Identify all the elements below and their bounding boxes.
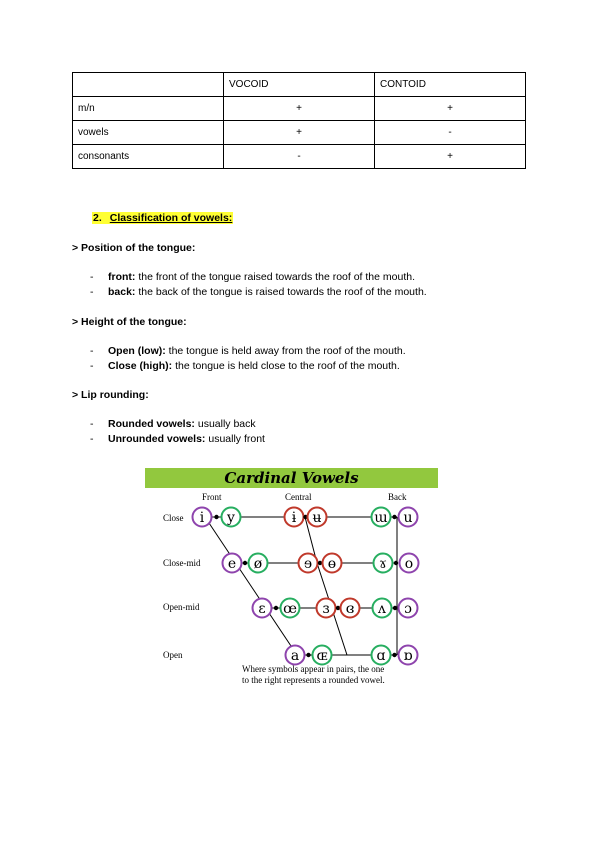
item-term: back:	[108, 286, 136, 298]
row-label: m/n	[73, 97, 224, 121]
vowel-symbol: ɨ	[291, 510, 297, 526]
vowel-symbol: y	[227, 510, 235, 526]
vowel-symbol: ɛ	[258, 601, 266, 617]
vowel-symbol: ɞ	[345, 601, 355, 617]
vowel-symbol: ɶ	[316, 648, 328, 664]
position-heading: > Position of the tongue:	[72, 242, 196, 254]
vowel-symbol: ɵ	[327, 556, 337, 572]
vowel-symbol: o	[404, 556, 414, 572]
vowel-symbol: ɒ	[403, 648, 413, 664]
table-header-row	[73, 73, 526, 97]
row-label-close-mid: Close-mid	[163, 558, 201, 568]
row-label: consonants	[73, 145, 224, 169]
vowel-symbol: e	[227, 556, 237, 572]
lip-list	[90, 417, 265, 447]
vowel-symbol: a	[290, 648, 300, 664]
item-term: Rounded vowels:	[108, 418, 195, 430]
vowel-symbol: ɜ	[322, 601, 330, 617]
table-row	[73, 97, 526, 121]
height-heading: > Height of the tongue:	[72, 316, 187, 328]
section-number: 2.	[93, 212, 102, 224]
table-row	[73, 145, 526, 169]
item-text: usually back	[194, 418, 256, 430]
vowel-symbol: ʌ	[378, 601, 386, 617]
vocoid-value: +	[224, 121, 375, 145]
vowel-symbol: ʉ	[312, 510, 322, 526]
lip-heading: > Lip rounding:	[72, 389, 149, 401]
vocoid-value: +	[224, 97, 375, 121]
contoid-value: -	[375, 121, 526, 145]
figure-note-line2: to the right represents a rounded vowel.	[242, 675, 385, 685]
item-text: the tongue is held close to the roof of the mouth.	[172, 360, 400, 372]
item-term: Open (low):	[108, 345, 166, 357]
pair-dot	[392, 653, 396, 657]
item-term: Unrounded vowels:	[108, 433, 206, 445]
row-label-open: Open	[163, 650, 183, 660]
vocoid-contoid-table	[72, 72, 526, 169]
row-label-close: Close	[163, 513, 184, 523]
list-item: - Unrounded vowels: usually front	[90, 433, 265, 445]
height-list	[90, 344, 406, 374]
pair-dot	[214, 515, 218, 519]
item-text: the back of the tongue is raised towards the roof of the mouth.	[135, 286, 427, 298]
pair-dot	[394, 561, 398, 565]
item-term: front:	[108, 271, 136, 283]
pair-dot	[392, 515, 396, 519]
section-heading	[92, 212, 233, 224]
list-item: - Close (high): the tongue is held close to the roof of the mouth.	[90, 360, 400, 372]
figure-title: Cardinal Vowels	[145, 468, 438, 488]
table-header-cell: CONTOID	[375, 73, 526, 97]
row-label: vowels	[73, 121, 224, 145]
vowel-symbol: ɤ	[379, 556, 387, 572]
section-title: Classification of vowels:	[109, 212, 233, 224]
list-item: - back: the back of the tongue is raised towards the roof of the mouth.	[90, 286, 427, 298]
table-row	[73, 121, 526, 145]
vowel-symbol: i	[199, 510, 205, 526]
list-item: - Open (low): the tongue is held away from the roof of the mouth.	[90, 345, 406, 357]
vowel-symbol: œ	[283, 601, 297, 617]
vowel-chart-svg	[145, 468, 438, 692]
column-label-central: Central	[285, 492, 312, 502]
figure-note-line1: Where symbols appear in pairs, the one	[242, 664, 385, 674]
table-header-cell	[73, 73, 224, 97]
row-label-open-mid: Open-mid	[163, 602, 200, 612]
vowel-symbol: ɔ	[404, 601, 412, 617]
item-text: usually front	[205, 433, 265, 445]
contoid-value: +	[375, 145, 526, 169]
contoid-value: +	[375, 97, 526, 121]
column-label-front: Front	[202, 492, 222, 502]
vowel-symbol: u	[403, 510, 413, 526]
pair-dot	[243, 561, 247, 565]
front-edge-line	[205, 517, 297, 655]
list-item: - front: the front of the tongue raised towards the roof of the mouth.	[90, 271, 415, 283]
position-list	[90, 270, 427, 300]
item-text: the tongue is held away from the roof of the mouth.	[165, 345, 406, 357]
vocoid-value: -	[224, 145, 375, 169]
list-item: - Rounded vowels: usually back	[90, 418, 256, 430]
pair-dot	[393, 606, 397, 610]
vowel-symbols	[193, 508, 419, 665]
vowel-symbol: ɑ	[376, 648, 386, 664]
vowel-symbol: ɘ	[303, 556, 313, 572]
cardinal-vowels-figure	[145, 468, 438, 692]
vowel-symbol: ɯ	[374, 510, 388, 526]
table-header-cell: VOCOID	[224, 73, 375, 97]
pair-dot	[306, 653, 310, 657]
column-label-back: Back	[388, 492, 407, 502]
vowel-symbol: ø	[253, 556, 263, 572]
pair-dot	[274, 606, 278, 610]
item-text: the front of the tongue raised towards the roof of the mouth.	[135, 271, 415, 283]
item-term: Close (high):	[108, 360, 173, 372]
